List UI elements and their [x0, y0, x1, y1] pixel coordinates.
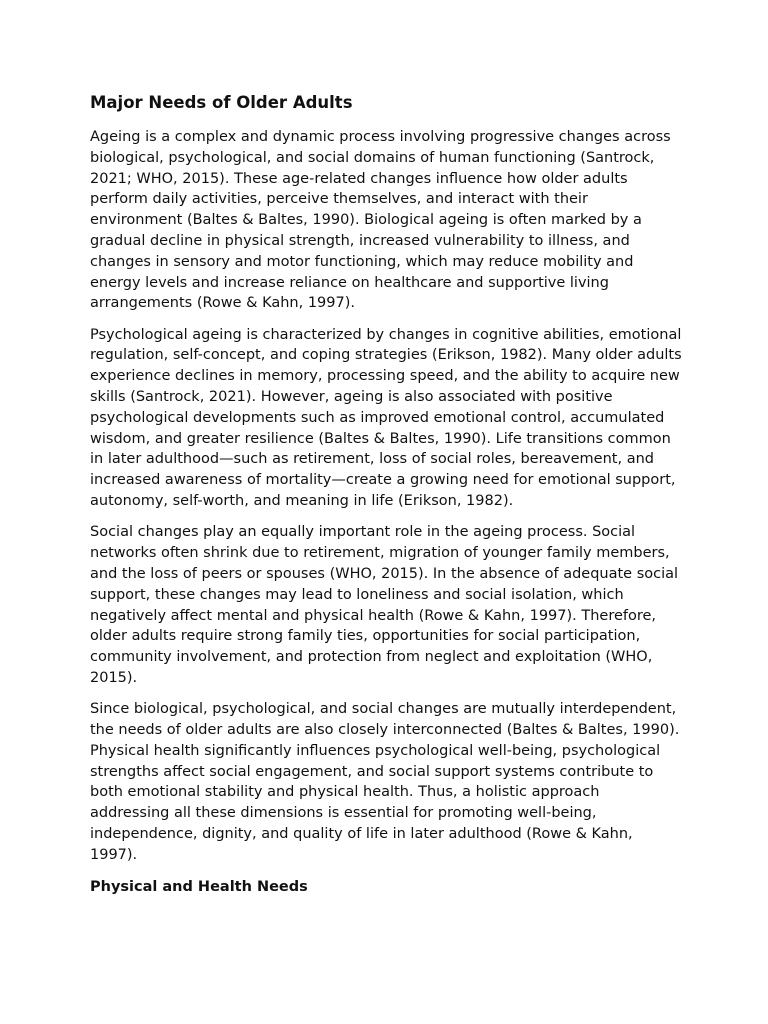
- paragraph-psychological: Psychological ageing is characterized by changes in cognitive abilities, emotional regulation, self-concept, and coping strategies (Erikson, 1982). Many older adults experience declines in memory, processing speed, and the ability to acquire new skills (Santrock, 2021). However, ageing is also associated with positive psychological developments such as improved emotional control, accumulated wisdom, and greater resilience (Baltes & Baltes, 1990). Life transitions common in later adulthood—such as retirement, loss of social roles, bereavement, and increased awareness of mortality—create a growing need for emotional support, autonomy, self-worth, and meaning in life (Erikson, 1982).: [90, 326, 682, 510]
- page-title: Major Needs of Older Adults: [90, 93, 353, 112]
- section-heading: Physical and Health Needs: [90, 879, 308, 896]
- paragraph-intro: Ageing is a complex and dynamic process involving progressive changes across biological, psychological, and social domains of human functioning (Santrock, 2021; WHO, 2015). These age-related changes influence how older adults perform daily activities, perceive themselves, and interact with their environment (Baltes & Baltes, 1990). Biological ageing is often marked by a gradual decline in physical strength, increased vulnerability to illness, and changes in sensory and motor functioning, which may reduce mobility and energy levels and increase reliance on healthcare and supportive living arrangements (Rowe & Kahn, 1997).: [90, 129, 671, 312]
- paragraph-interdependence: Since biological, psychological, and social changes are mutually interdependent, the needs of older adults are also closely interconnected (Baltes & Baltes, 1990). Physical health significantly influences psychological well-being, psychological strengths affect social engagement, and social support systems contribute to both emotional stability and physical health. Thus, a holistic approach addressing all these dimensions is essential for promoting well-being, independence, dignity, and quality of life in later adulthood (Rowe & Kahn, 1997).: [90, 701, 680, 863]
- document-page: [90, 91, 682, 898]
- paragraph-social: Social changes play an equally important role in the ageing process. Social networks often shrink due to retirement, migration of younger family members, and the loss of peers or spouses (WHO, 2015). In the absence of adequate social support, these changes may lead to loneliness and social isolation, which negatively affect mental and physical health (Rowe & Kahn, 1997). Therefore, older adults require strong family ties, opportunities for social participation, community involvement, and protection from neglect and exploitation (WHO, 2015).: [90, 524, 679, 686]
